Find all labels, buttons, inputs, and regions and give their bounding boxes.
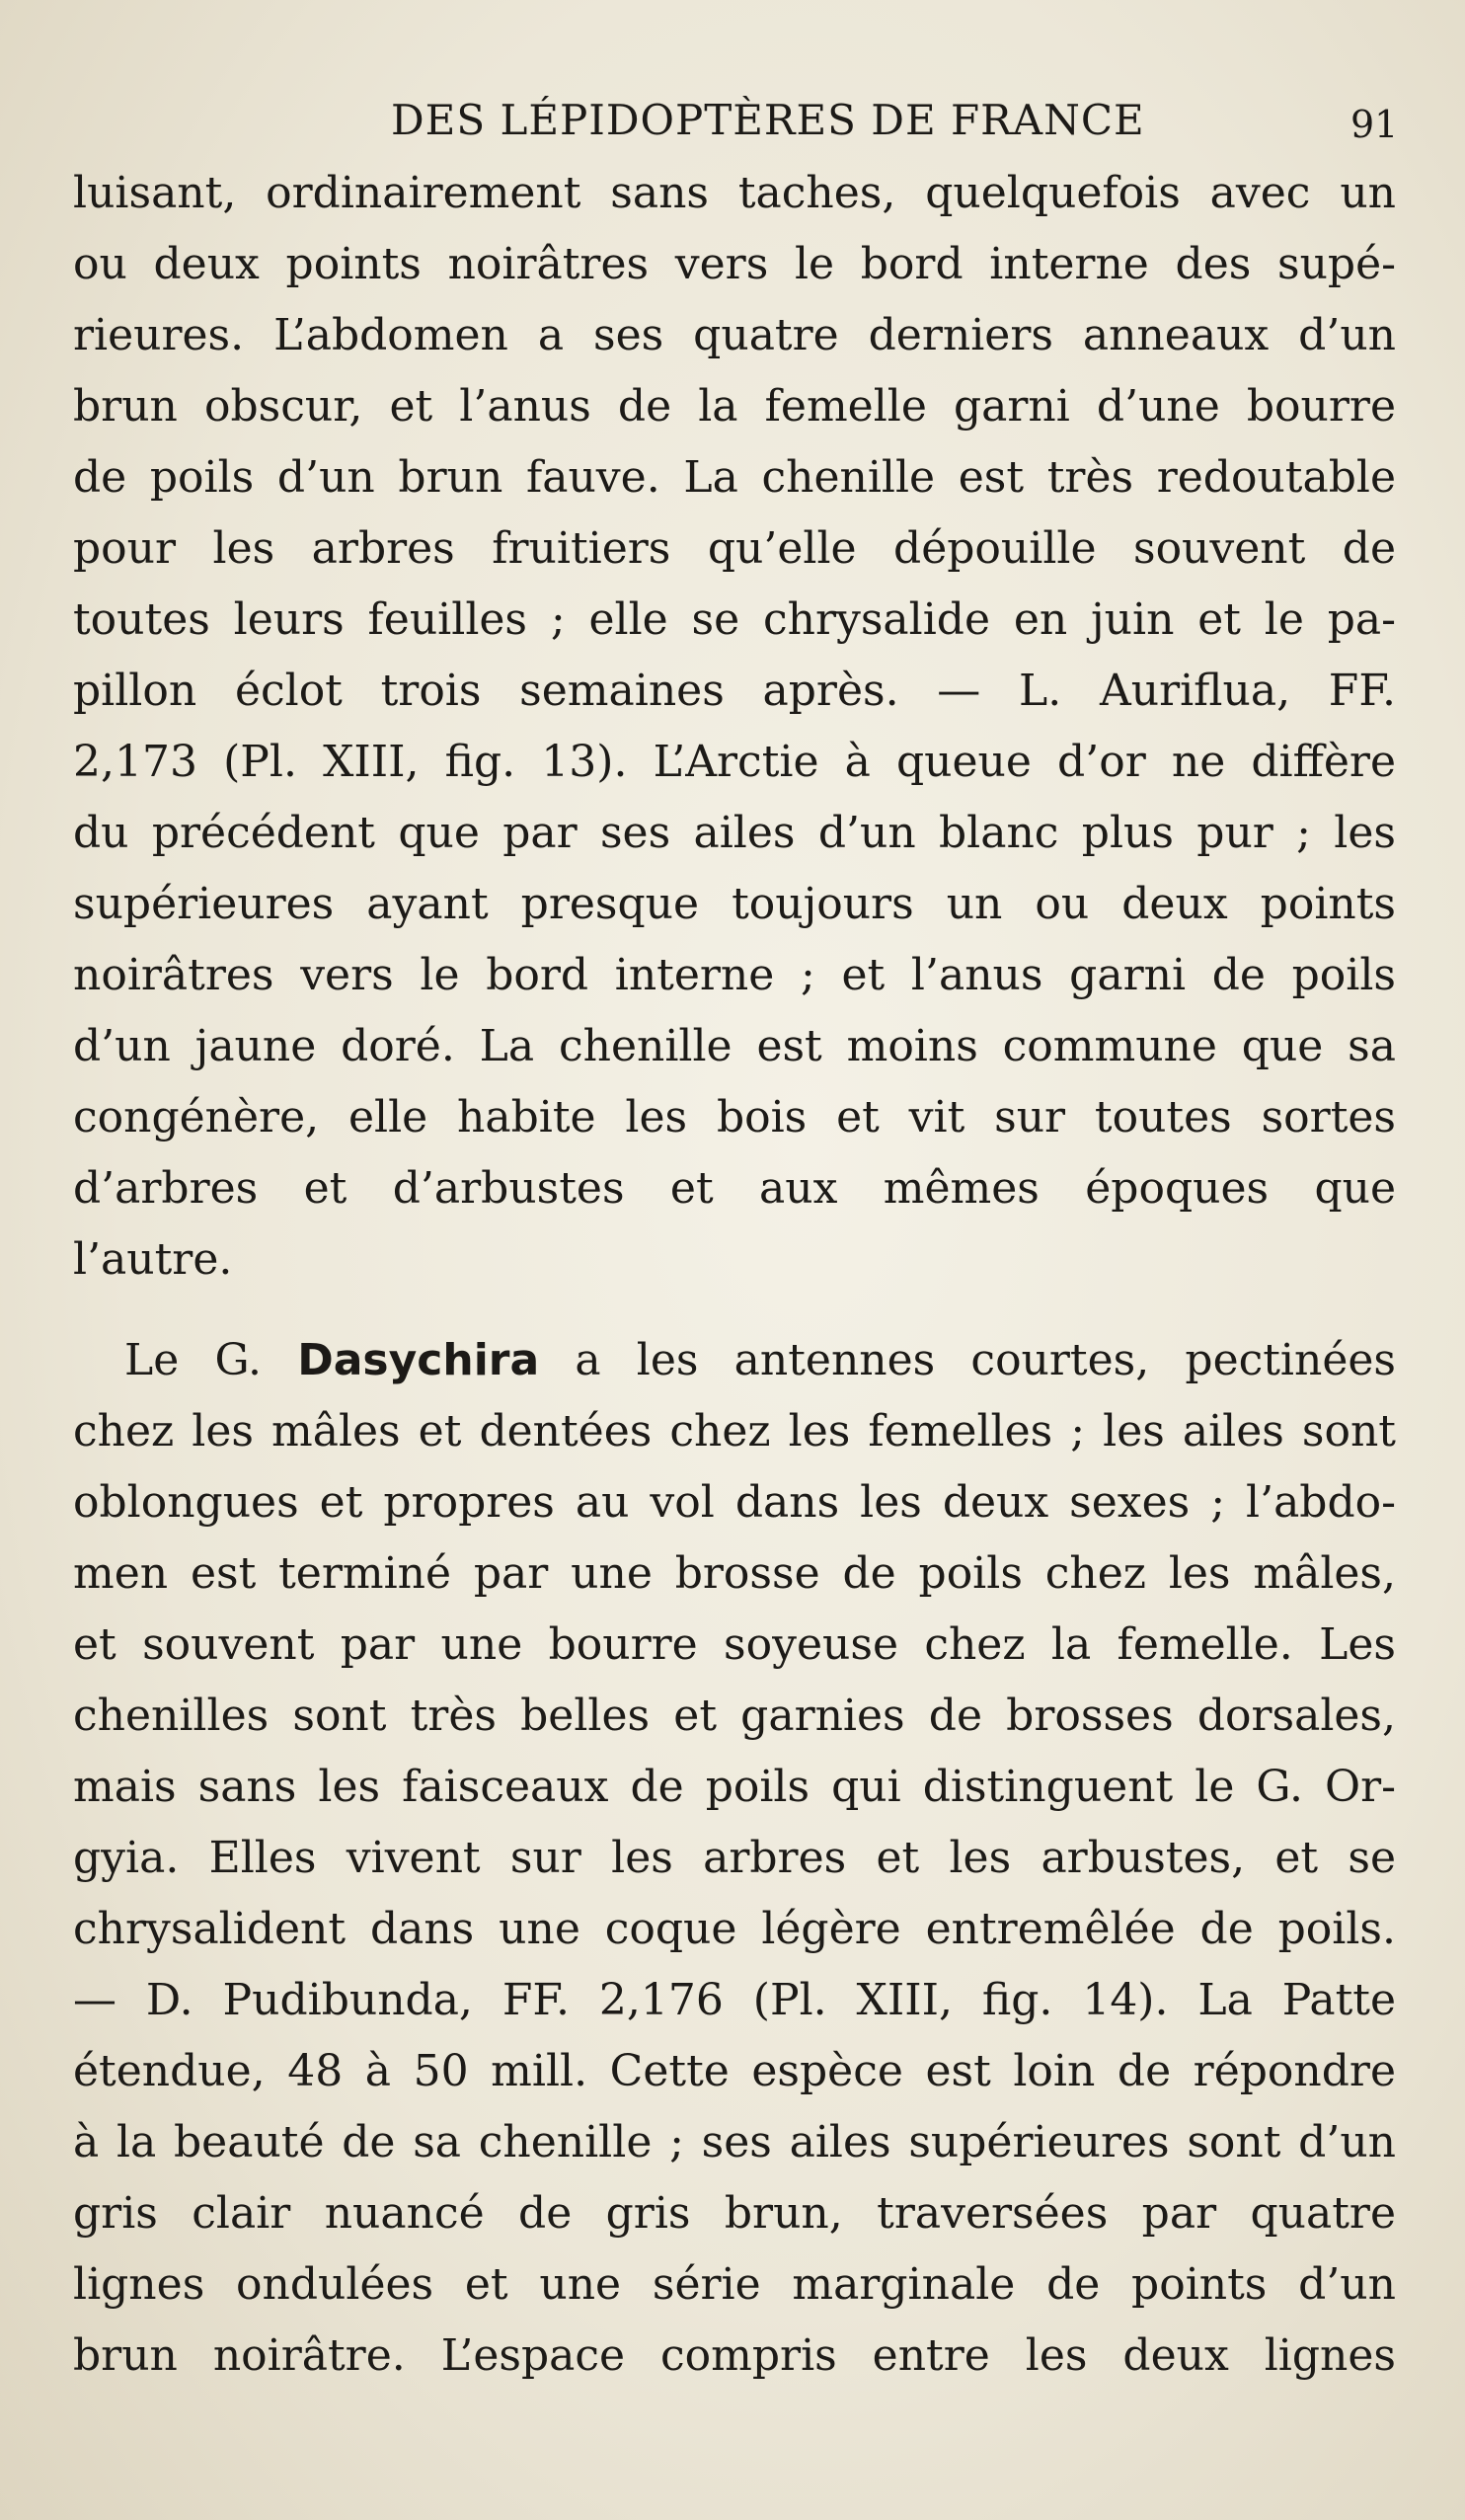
text-line: pour les arbres fruitiers qu’elle dépouille souvent de — [73, 523, 1396, 574]
text-line: d’un jaune doré. La chenille est moins commune que sa — [73, 1021, 1396, 1071]
text-line: lignes ondulées et une série marginale de points d’un — [73, 2259, 1396, 2310]
text-line: de poils d’un brun fauve. La chenille est très redoutable — [73, 452, 1396, 503]
text-line: et souvent par une bourre soyeuse chez la femelle. Les — [73, 1619, 1396, 1670]
text-line: gris clair nuancé de gris brun, traversées par quatre — [73, 2188, 1396, 2239]
text-span: Le G. — [124, 1335, 298, 1385]
text-line: pillon éclot trois semaines après. — L. Auriflua, FF. — [73, 666, 1396, 716]
text-line: l’autre. — [73, 1234, 233, 1285]
text-line: — D. Pudibunda, FF. 2,176 (Pl. XIII, fig. 14). La Patte — [73, 1975, 1396, 2025]
page-header — [0, 91, 1465, 150]
text-line: congénère, elle habite les bois et vit sur toutes sortes — [73, 1092, 1396, 1142]
text-line: toutes leurs feuilles ; elle se chrysalide en juin et le pa- — [73, 594, 1396, 645]
text-line: luisant, ordinairement sans taches, quelquefois avec un — [73, 168, 1396, 218]
text-line: oblongues et propres au vol dans les deux sexes ; l’abdo- — [73, 1477, 1396, 1528]
text-line: mais sans les faisceaux de poils qui distinguent le G. Or- — [73, 1762, 1396, 1812]
text-span: a les antennes courtes, pectinées — [539, 1335, 1396, 1385]
text-line: gyia. Elles vivent sur les arbres et les arbustes, et se — [73, 1833, 1396, 1883]
text-line: noirâtres vers le bord interne ; et l’anus garni de poils — [73, 950, 1396, 1000]
text-line: supérieures ayant presque toujours un ou deux points — [73, 879, 1396, 929]
text-line: chrysalident dans une coque légère entremêlée de poils. — [73, 1904, 1396, 1954]
text-line: étendue, 48 à 50 mill. Cette espèce est loin de répondre — [73, 2046, 1396, 2096]
genus-name: Dasychira — [297, 1335, 540, 1385]
text-line: ou deux points noirâtres vers le bord interne des supé- — [73, 239, 1396, 289]
text-line: 2,173 (Pl. XIII, fig. 13). L’Arctie à queue d’or ne diffère — [73, 737, 1396, 787]
text-line: du précédent que par ses ailes d’un blanc plus pur ; les — [73, 808, 1396, 858]
running-head: DES LÉPIDOPTÈRES DE FRANCE — [391, 96, 1145, 144]
page-number: 91 — [1350, 103, 1399, 146]
text-line: à la beauté de sa chenille ; ses ailes supérieures sont d’un — [73, 2117, 1396, 2167]
text-line: chez les mâles et dentées chez les femelles ; les ailes sont — [73, 1406, 1396, 1457]
text-line: chenilles sont très belles et garnies de brosses dorsales, — [73, 1691, 1396, 1741]
text-line: d’arbres et d’arbustes et aux mêmes époques que — [73, 1163, 1396, 1214]
text-line: men est terminé par une brosse de poils chez les mâles, — [73, 1548, 1396, 1599]
text-line: rieures. L’abdomen a ses quatre derniers anneaux d’un — [73, 310, 1396, 360]
text-line: brun noirâtre. L’espace compris entre les deux lignes — [73, 2330, 1396, 2381]
paragraph-1 — [73, 158, 1396, 1296]
paragraph-2 — [73, 1325, 1396, 2392]
text-line: brun obscur, et l’anus de la femelle garni d’une bourre — [73, 381, 1396, 432]
text-line-first — [73, 1325, 1396, 1396]
